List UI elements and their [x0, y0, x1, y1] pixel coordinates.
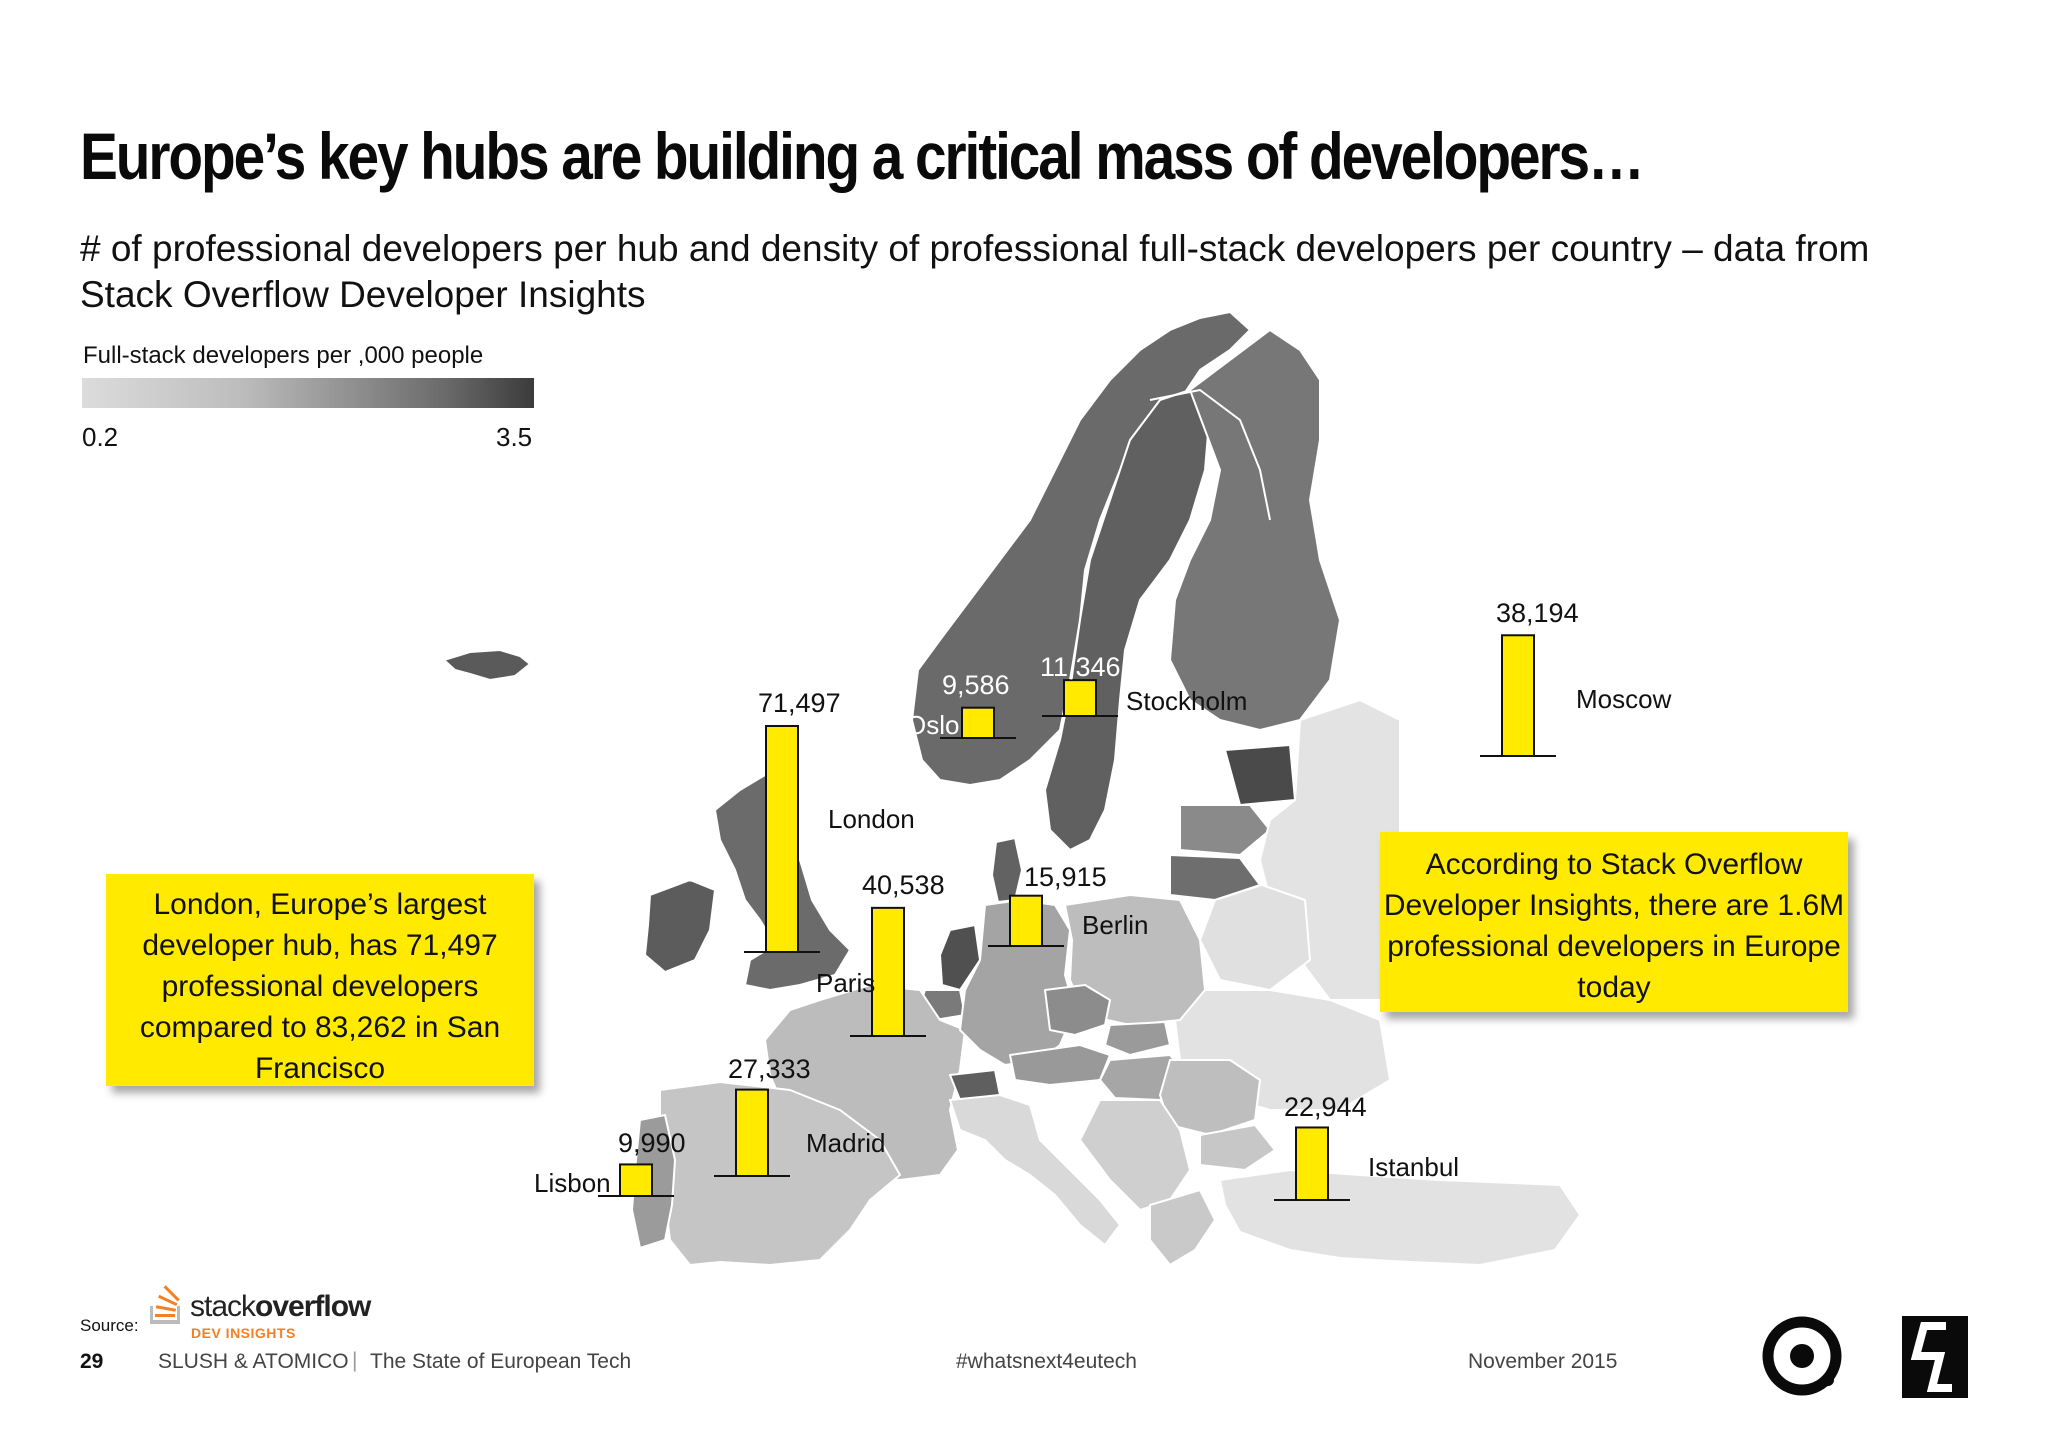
page-subtitle: # of professional developers per hub and density of professional full-stack developers per country – data from Stack Overflow Developer Insights — [80, 228, 1870, 315]
hub-value-berlin: 15,915 — [1024, 862, 1107, 892]
region-ireland — [645, 880, 715, 972]
footer-date: November 2015 — [1468, 1350, 1618, 1373]
hub-name-istanbul: Istanbul — [1368, 1152, 1460, 1182]
stackoverflow-logo-icon — [150, 1285, 180, 1324]
hub-name-madrid: Madrid — [806, 1128, 886, 1158]
page-title: Europe’s key hubs are building a critical mass of developers… — [80, 119, 1643, 193]
hub-bar-madrid — [736, 1090, 768, 1176]
hub-bar-berlin — [1010, 896, 1042, 946]
so-brand-part2: overflow — [255, 1290, 371, 1323]
so-brand-sub: DEV INSIGHTS — [191, 1325, 296, 1341]
hub-bar-paris — [872, 908, 904, 1036]
footer-org: SLUSH & ATOMICO — [158, 1350, 349, 1373]
hub-bar-london — [766, 726, 798, 952]
hub-value-stockholm: 11,346 — [1040, 652, 1121, 682]
hub-name-paris: Paris — [816, 968, 876, 998]
so-brand-part1: stack — [190, 1290, 256, 1323]
footer-report-title: The State of European Tech — [370, 1350, 632, 1373]
legend-title: Full-stack developers per ,000 people — [83, 342, 484, 369]
hub-value-paris: 40,538 — [862, 870, 945, 900]
hub-name-moscow: Moscow — [1576, 684, 1672, 714]
slush-logo-icon — [1902, 1316, 1968, 1398]
hub-bar-moscow — [1502, 635, 1534, 756]
region-belarus — [1200, 885, 1310, 990]
hub-bar-stockholm — [1064, 680, 1096, 716]
hub-name-london: London — [828, 804, 915, 834]
hub-value-lisbon: 9,990 — [618, 1128, 686, 1158]
footer-page-number: 29 — [80, 1350, 104, 1373]
hub-value-istanbul: 22,944 — [1284, 1092, 1367, 1122]
region-slovakia — [1105, 1022, 1170, 1055]
so-brand-wordmark — [190, 1290, 370, 1324]
hub-name-stockholm: Stockholm — [1126, 686, 1248, 716]
hub-value-london: 71,497 — [758, 688, 841, 718]
hub-bar-istanbul — [1296, 1127, 1328, 1200]
atomico-logo-icon — [1768, 1322, 1836, 1390]
hub-bar-lisbon — [620, 1164, 652, 1196]
hub-value-oslo: 9,586 — [942, 670, 1010, 700]
region-latvia — [1180, 805, 1270, 855]
footer-separator: | — [352, 1349, 358, 1372]
hub-value-moscow: 38,194 — [1496, 598, 1579, 628]
hub-name-oslo: Oslo — [906, 710, 960, 740]
hub-name-lisbon: Lisbon — [534, 1168, 611, 1198]
legend-min-label: 0.2 — [82, 422, 119, 452]
region-greece — [1150, 1190, 1215, 1265]
region-denmark — [992, 838, 1022, 902]
footer-source-label: Source: — [80, 1316, 139, 1335]
callout-europe-total: According to Stack Overflow Developer Insights, there are 1.6M professional developers in Europe today — [1380, 832, 1848, 1012]
hub-bar-oslo — [962, 708, 994, 738]
hub-name-berlin: Berlin — [1082, 910, 1149, 940]
callout-london: London, Europe’s largest developer hub, has 71,497 professional developers compared to 83,262 in San Francisco — [106, 874, 534, 1086]
region-iceland — [444, 650, 530, 680]
hub-value-madrid: 27,333 — [728, 1054, 811, 1084]
legend-max-label: 3.5 — [496, 422, 533, 452]
region-turkey — [1220, 1170, 1580, 1265]
region-estonia — [1225, 745, 1295, 805]
footer-hashtag: #whatsnext4eutech — [956, 1350, 1137, 1373]
